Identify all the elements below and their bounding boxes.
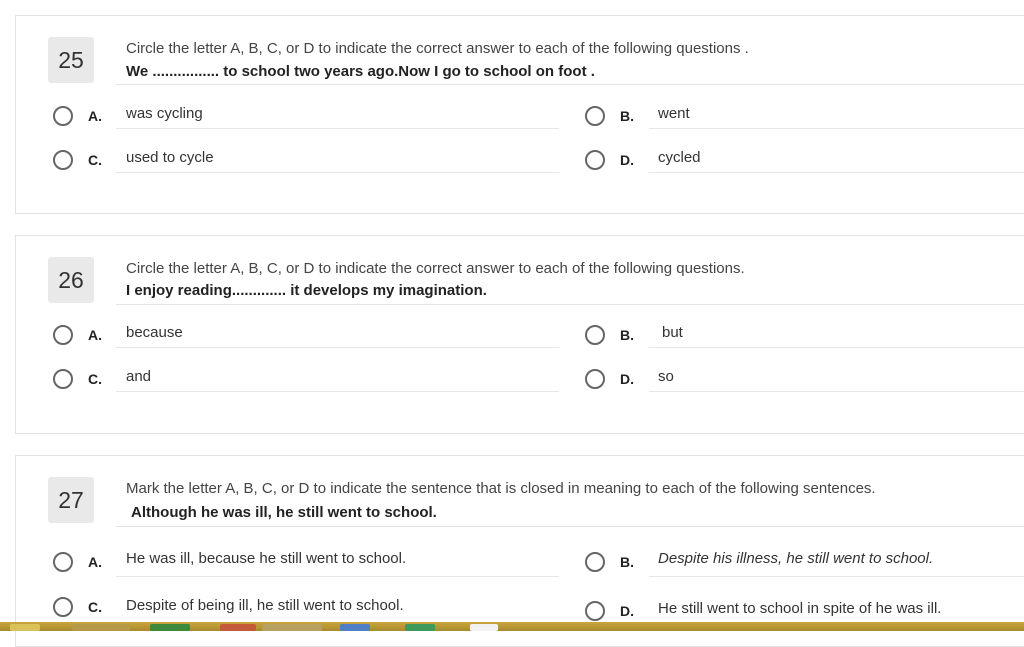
- option-c-letter: C.: [88, 599, 102, 615]
- option-underline: [116, 576, 559, 577]
- option-underline: [649, 172, 1024, 173]
- option-underline: [116, 172, 559, 173]
- option-d-radio[interactable]: [585, 601, 605, 621]
- question-card-27: [15, 455, 1024, 647]
- taskbar-app-icon[interactable]: [220, 624, 256, 631]
- question-instruction: Circle the letter A, B, C, or D to indicate the correct answer to each of the following questions .: [126, 40, 749, 57]
- option-underline: [649, 576, 1024, 577]
- option-c-text[interactable]: Despite of being ill, he still went to school.: [126, 597, 404, 614]
- option-underline: [649, 391, 1024, 392]
- taskbar-app-icon[interactable]: [150, 624, 190, 631]
- option-a-radio[interactable]: [53, 325, 73, 345]
- taskbar-app-icon[interactable]: [10, 624, 40, 631]
- option-d-letter: D.: [620, 603, 634, 619]
- option-c-text[interactable]: and: [126, 368, 152, 385]
- question-number: 26: [48, 257, 94, 303]
- separator: [116, 304, 1024, 305]
- option-a-text[interactable]: He was ill, because he still went to school.: [126, 550, 407, 567]
- option-b-letter: B.: [620, 108, 634, 124]
- option-underline: [116, 128, 559, 129]
- question-number: 25: [48, 37, 94, 83]
- option-underline: [116, 347, 559, 348]
- option-b-letter: B.: [620, 327, 634, 343]
- option-d-text[interactable]: so: [658, 368, 674, 385]
- question-stem: Although he was ill, he still went to school.: [131, 504, 437, 521]
- taskbar-app-icon[interactable]: [262, 624, 322, 631]
- option-d-radio[interactable]: [585, 150, 605, 170]
- option-underline: [649, 347, 1024, 348]
- option-b-radio[interactable]: [585, 106, 605, 126]
- question-instruction: Mark the letter A, B, C, or D to indicate the sentence that is closed in meaning to each of the following sentences.: [126, 480, 876, 497]
- option-a-letter: A.: [88, 327, 102, 343]
- option-b-radio[interactable]: [585, 325, 605, 345]
- option-b-text[interactable]: went: [658, 105, 690, 122]
- option-b-text[interactable]: Despite his illness, he still went to school.: [658, 550, 934, 567]
- option-a-text[interactable]: because: [126, 324, 183, 341]
- taskbar-app-icon[interactable]: [72, 624, 130, 631]
- option-b-text[interactable]: but: [662, 324, 683, 341]
- question-stem: We ................ to school two years ago.Now I go to school on foot .: [126, 63, 595, 80]
- option-a-radio[interactable]: [53, 552, 73, 572]
- option-a-text[interactable]: was cycling: [126, 105, 203, 122]
- separator: [116, 84, 1024, 85]
- option-a-letter: A.: [88, 554, 102, 570]
- option-d-letter: D.: [620, 152, 634, 168]
- option-d-text[interactable]: cycled: [658, 149, 701, 166]
- option-c-letter: C.: [88, 371, 102, 387]
- taskbar: [0, 622, 1024, 631]
- option-a-letter: A.: [88, 108, 102, 124]
- option-c-radio[interactable]: [53, 369, 73, 389]
- option-underline: [649, 128, 1024, 129]
- option-d-radio[interactable]: [585, 369, 605, 389]
- option-c-letter: C.: [88, 152, 102, 168]
- question-stem: I enjoy reading............. it develops my imagination.: [126, 282, 487, 299]
- taskbar-app-icon[interactable]: [340, 624, 370, 631]
- taskbar-app-icon[interactable]: [470, 624, 498, 631]
- taskbar-app-icon[interactable]: [405, 624, 435, 631]
- question-card-26: [15, 235, 1024, 434]
- option-b-letter: B.: [620, 554, 634, 570]
- question-number: 27: [48, 477, 94, 523]
- question-card-25: [15, 15, 1024, 214]
- option-underline: [116, 391, 559, 392]
- option-c-text[interactable]: used to cycle: [126, 149, 214, 166]
- option-d-letter: D.: [620, 371, 634, 387]
- option-c-radio[interactable]: [53, 150, 73, 170]
- question-instruction: Circle the letter A, B, C, or D to indicate the correct answer to each of the following questions.: [126, 260, 745, 277]
- option-c-radio[interactable]: [53, 597, 73, 617]
- option-d-text[interactable]: He still went to school in spite of he was ill.: [658, 600, 942, 617]
- option-a-radio[interactable]: [53, 106, 73, 126]
- separator: [116, 526, 1024, 527]
- option-b-radio[interactable]: [585, 552, 605, 572]
